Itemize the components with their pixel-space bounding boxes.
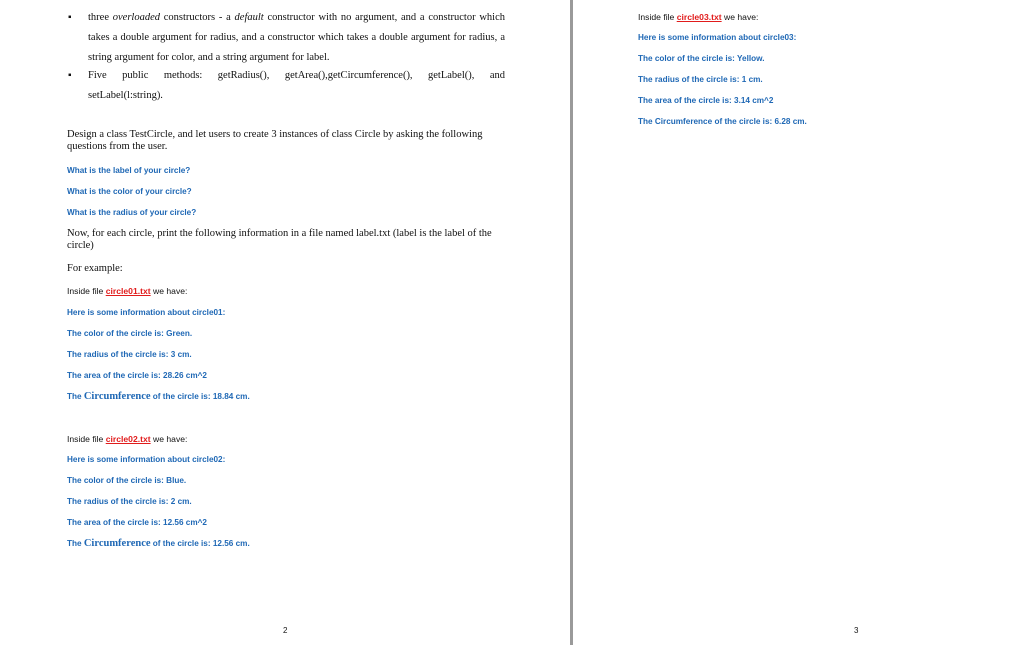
text-run: Inside file — [67, 434, 106, 444]
file2-heading — [67, 434, 187, 444]
text-run: we have: — [150, 286, 188, 296]
right-page — [573, 0, 1024, 645]
file1-line-area: The area of the circle is: 28.26 cm^2 — [67, 371, 207, 380]
text-run: Inside file — [638, 12, 677, 22]
question-radius: What is the radius of your circle? — [67, 208, 197, 217]
bullet-constructors — [68, 8, 505, 68]
text-run: The — [67, 539, 84, 548]
text-run: three — [88, 12, 113, 23]
text-run: we have: — [150, 434, 188, 444]
bullet-text — [88, 8, 505, 68]
design-paragraph: Design a class TestCircle, and let users to create 3 instances of class Circle by asking the following questions from the user. — [67, 129, 483, 152]
file3-line-intro: Here is some information about circle03: — [638, 33, 797, 42]
file2-line-color: The color of the circle is: Blue. — [67, 476, 187, 485]
file1-line-color: The color of the circle is: Green. — [67, 329, 193, 338]
bullet-line-1: Five public methods: getRadius(), getArea(),getCircumference(), getLabel(), and — [88, 70, 505, 81]
file1-filename: circle01.txt — [105, 286, 151, 296]
bullet-marker: ▪ — [68, 70, 72, 81]
text-run-italic: default — [234, 12, 264, 23]
text-run-serif: Circumference — [83, 538, 151, 549]
text-run: Inside file — [67, 286, 106, 296]
file2-filename: circle02.txt — [105, 434, 151, 444]
text-run: constructors - a — [160, 12, 235, 23]
text-run: constructor with no argument, and a constructor which takes a double argument for radius, and a constructor which takes a double argument for radius, a string argument for color, and a string argument for label. — [88, 12, 505, 63]
file3-line-area: The area of the circle is: 3.14 cm^2 — [638, 96, 774, 105]
text-run-serif: Circumference — [83, 391, 151, 402]
text-run: we have: — [721, 12, 759, 22]
file2-line-intro: Here is some information about circle02: — [67, 455, 226, 464]
file3-line-color: The color of the circle is: Yellow. — [638, 54, 765, 63]
file3-line-circumference: The Circumference of the circle is: 6.28 cm. — [638, 117, 807, 126]
file3-filename: circle03.txt — [676, 12, 722, 22]
text-run: The — [67, 392, 84, 401]
file1-heading — [67, 286, 187, 296]
page-number-left: 2 — [283, 626, 288, 635]
file2-line-area: The area of the circle is: 12.56 cm^2 — [67, 518, 207, 527]
question-label: What is the label of your circle? — [67, 166, 191, 175]
question-color: What is the color of your circle? — [67, 187, 192, 196]
file1-line-intro: Here is some information about circle01: — [67, 308, 226, 317]
file3-heading — [638, 12, 758, 22]
text-run-italic: overloaded — [112, 12, 160, 23]
bullet-line-2: setLabel(l:string). — [88, 90, 163, 101]
text-run: of the circle is: 18.84 cm. — [150, 392, 250, 401]
text-run: of the circle is: 12.56 cm. — [150, 539, 250, 548]
now-paragraph: Now, for each circle, print the following information in a file named label.txt (label is the label of the circle) — [67, 228, 492, 251]
bullet-methods — [68, 66, 505, 106]
file1-line-radius: The radius of the circle is: 3 cm. — [67, 350, 192, 359]
bullet-marker: ▪ — [68, 12, 72, 23]
for-example-label: For example: — [67, 263, 123, 274]
file1-line-circumference — [67, 391, 250, 402]
page-number-right: 3 — [854, 626, 859, 635]
file2-line-radius: The radius of the circle is: 2 cm. — [67, 497, 192, 506]
file3-line-radius: The radius of the circle is: 1 cm. — [638, 75, 763, 84]
file2-line-circumference — [67, 538, 250, 549]
